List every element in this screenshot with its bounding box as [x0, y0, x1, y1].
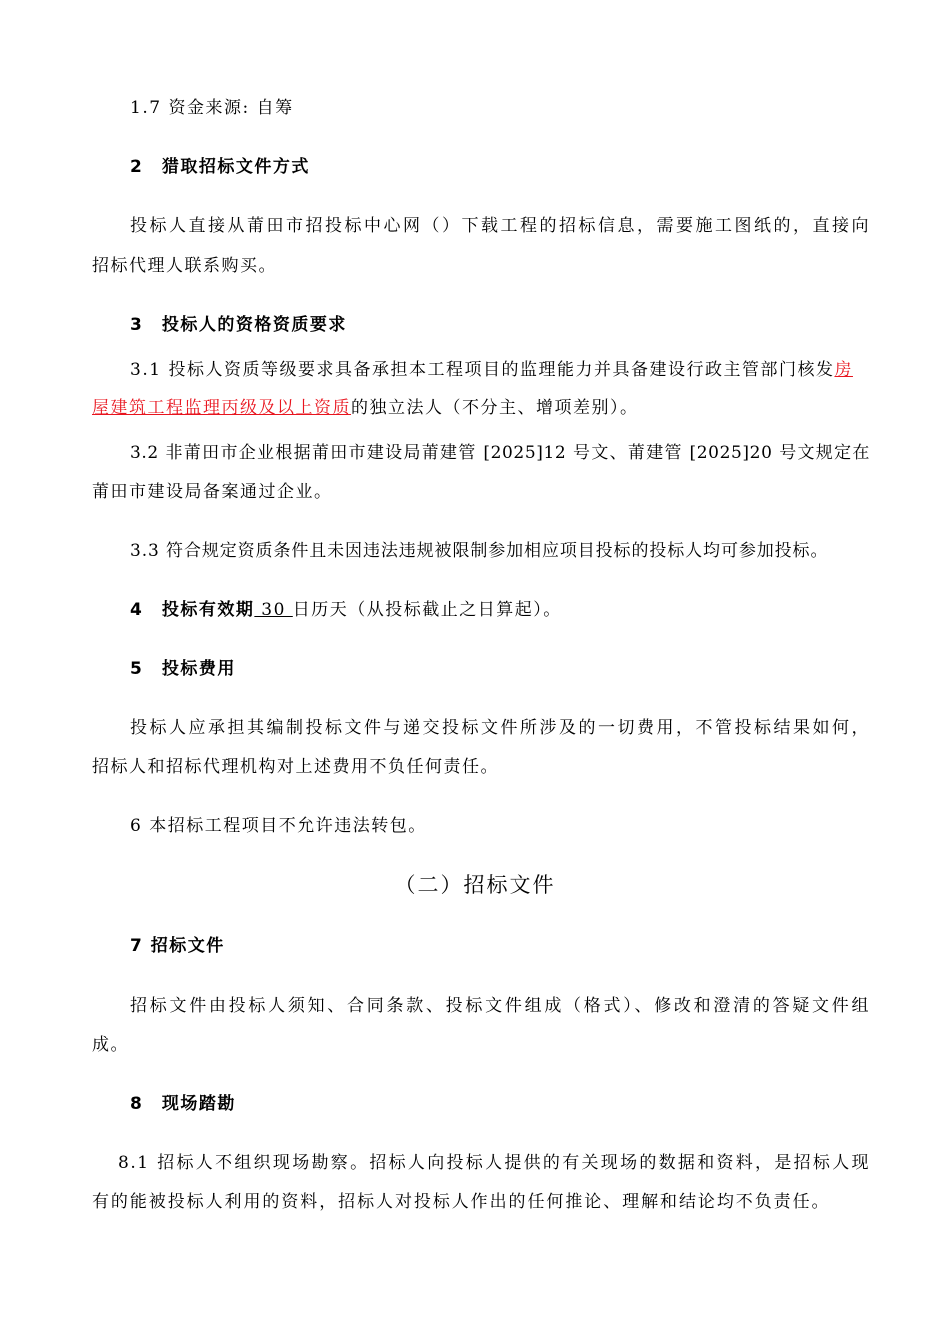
subcontract-rule-text: 6 本招标工程项目不允许违法转包。 — [130, 816, 427, 836]
qualification-highlight: 屋建筑工程监理丙级及以上资质 — [92, 398, 351, 418]
paragraph-obtain-line2: 招标代理人联系购买。 — [92, 256, 277, 276]
paragraph-3-3: 3.3 符合规定资质条件且未因违法违规被限制参加相应项目投标的投标人均可参加投标。 — [130, 541, 829, 561]
funding-source: 1.7 资金来源: 自筹 — [130, 98, 294, 118]
paragraph-obtain-line1-text: 投标人直接从莆田市招投标中心网（）下载工程的招标信息，需要施工图纸的，直接向 — [130, 216, 870, 236]
heading-qualification: 3 投标人的资格资质要求 — [130, 315, 347, 335]
heading-obtain-documents: 2 猎取招标文件方式 — [130, 157, 310, 177]
paragraph-3-1-line1 — [130, 359, 853, 381]
heading-tender-documents: 7 招标文件 — [130, 936, 225, 956]
paragraph-bid-cost-text: 投标人应承担其编制投标文件与递交投标文件所涉及的一切费用，不管投标结果如何， — [130, 718, 870, 738]
paragraph-3-1-tail: 的独立法人（不分主、增项差别）。 — [351, 398, 639, 418]
bid-validity-days: 30 — [254, 600, 293, 620]
section-title: （二）招标文件 — [394, 873, 556, 897]
paragraph-8-1-text: 8.1 招标人不组织现场勘察。招标人向投标人提供的有关现场的数据和资料，是招标人现 — [118, 1153, 870, 1173]
bid-validity-suffix: 日历天（从投标截止之日算起）。 — [292, 600, 562, 620]
paragraph-3-1-text: 3.1 投标人资质等级要求具备承担本工程项目的监理能力并具备建设行政主管部门核发 — [130, 360, 835, 380]
paragraph-3-2-line1 — [130, 442, 870, 464]
qualification-highlight-start: 房 — [834, 360, 853, 380]
paragraph-tender-text: 招标文件由投标人须知、合同条款、投标文件组成（格式）、修改和澄清的答疑文件组 — [130, 996, 870, 1016]
bid-validity-label: 4 投标有效期 — [130, 600, 255, 620]
bid-validity — [130, 599, 562, 621]
paragraph-3-2-line2: 莆田市建设局备案通过企业。 — [92, 482, 333, 502]
paragraph-tender-line2: 成。 — [92, 1035, 129, 1055]
paragraph-3-2-text: 3.2 非莆田市企业根据莆田市建设局莆建管 [2025]12 号文、莆建管 [2025]20 号文规定在 — [130, 443, 870, 463]
paragraph-obtain-line1 — [130, 215, 870, 237]
paragraph-8-1-line1 — [118, 1152, 870, 1174]
paragraph-bid-cost-line1 — [130, 717, 870, 739]
paragraph-8-1-line2 — [92, 1191, 830, 1213]
paragraph-bid-cost-line2: 招标人和招标代理机构对上述费用不负任何责任。 — [92, 757, 499, 777]
paragraph-8-1-line2-text: 有的能被投标人利用的资料，招标人对投标人作出的任何推论、理解和结论均不负责任。 — [92, 1192, 830, 1212]
heading-bid-cost: 5 投标费用 — [130, 659, 236, 679]
heading-site-visit: 8 现场踏勘 — [130, 1094, 236, 1114]
subcontract-rule — [130, 815, 427, 837]
paragraph-tender-line1 — [130, 995, 870, 1017]
paragraph-3-1-line2 — [92, 397, 639, 419]
